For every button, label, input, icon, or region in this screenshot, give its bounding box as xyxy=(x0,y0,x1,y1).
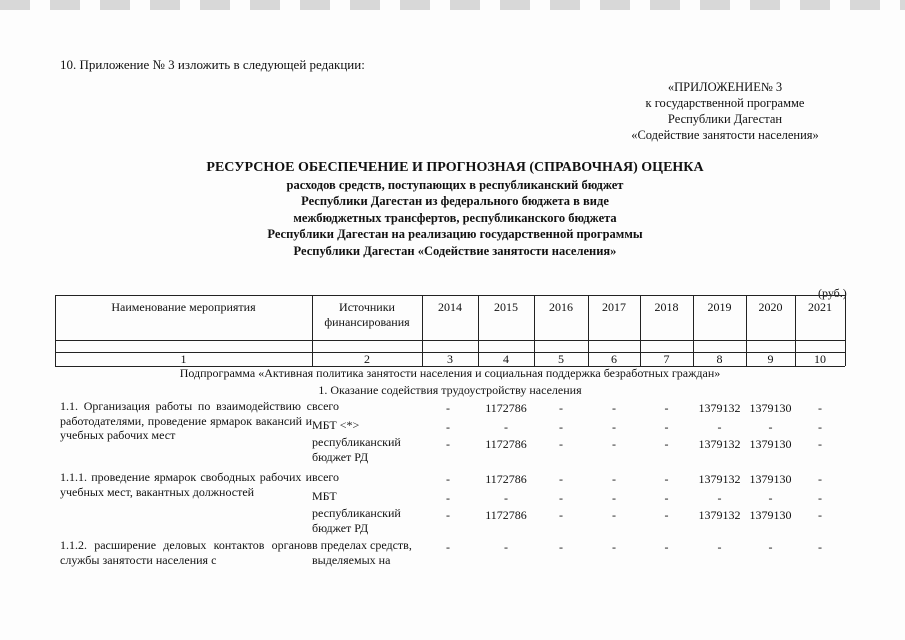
cell-value: - xyxy=(717,420,722,434)
cell-value: - xyxy=(664,401,669,415)
cell-value: - xyxy=(559,401,563,415)
title-line: межбюджетных трансфертов, республиканского бюджета xyxy=(293,210,617,225)
title-line: РЕСУРСНОЕ ОБЕСПЕЧЕНИЕ И ПРОГНОЗНАЯ (СПРАВОЧНАЯ) ОЦЕНКА xyxy=(206,160,704,175)
cell-value: 1379130 xyxy=(749,437,792,451)
cell-value: - xyxy=(559,540,563,554)
unit-label: (руб.) xyxy=(818,286,847,300)
column-number: 3 xyxy=(447,352,453,366)
funding-source: республиканский бюджет РД xyxy=(312,435,401,464)
cell-value: - xyxy=(818,491,822,505)
cell-value: - xyxy=(717,491,722,505)
column-number: 9 xyxy=(767,352,774,366)
table-rule xyxy=(845,295,846,366)
cell-value: - xyxy=(446,540,450,554)
section-title: 1. Оказание содействия трудоустройству населения xyxy=(318,383,582,397)
measure-name: 1.1.2. расширение деловых контактов органов службы занятости населения с xyxy=(60,538,312,567)
cell-value: - xyxy=(612,420,616,434)
cell-value: 1172786 xyxy=(485,472,527,486)
cell-value: - xyxy=(818,472,822,486)
column-header-year: 2019 xyxy=(707,300,732,314)
column-number: 1 xyxy=(180,352,187,366)
cell-value: - xyxy=(664,420,669,434)
cell-value: - xyxy=(664,437,669,451)
cell-value: - xyxy=(446,491,450,505)
funding-source: всего xyxy=(312,399,340,413)
cell-value: 1379130 xyxy=(749,472,792,486)
cell-value: - xyxy=(559,437,563,451)
subprogram-title: Подпрограмма «Активная политика занятости населения и социальная поддержка безработных граждан» xyxy=(179,366,721,380)
table-rule xyxy=(55,340,845,341)
cell-value: 1379130 xyxy=(749,401,792,415)
cell-value: - xyxy=(664,472,669,486)
column-header-year: 2018 xyxy=(654,300,679,314)
funding-source: МБТ xyxy=(312,489,337,503)
cell-value: - xyxy=(559,472,563,486)
title-line: Республики Дагестан «Содействие занятости населения» xyxy=(293,243,617,258)
column-header-year: 2020 xyxy=(758,300,783,314)
cell-value: - xyxy=(818,420,822,434)
cell-value: - xyxy=(559,491,563,505)
scan-edge xyxy=(0,0,905,10)
cell-value: - xyxy=(559,508,563,522)
cell-value: - xyxy=(768,491,773,505)
cell-value: - xyxy=(504,540,508,554)
cell-value: 1379132 xyxy=(698,401,741,415)
column-number: 2 xyxy=(364,352,370,366)
cell-value: - xyxy=(446,401,450,415)
column-header-year: 2015 xyxy=(494,300,518,314)
cell-value: - xyxy=(664,540,669,554)
column-header-year: 2017 xyxy=(602,300,626,314)
title-line: Республики Дагестан из федерального бюджета в виде xyxy=(301,194,609,208)
table-rule xyxy=(55,295,845,296)
cell-value: 1172786 xyxy=(485,437,527,451)
cell-value: - xyxy=(446,508,450,522)
funding-source: в пределах средств, выделяемых на xyxy=(312,538,412,567)
document-title xyxy=(150,160,760,259)
funding-source: всего xyxy=(312,470,340,484)
cell-value: 1379130 xyxy=(749,508,792,522)
cell-value: - xyxy=(818,437,822,451)
column-header xyxy=(312,300,422,330)
cell-value: - xyxy=(612,401,616,415)
measure-name: 1.1. Организация работы по взаимодействию с работодателями, проведение ярмарок вакансий и учебных рабочих мест xyxy=(60,399,312,442)
title-line: Республики Дагестан на реализацию государственной программы xyxy=(267,227,643,241)
cell-value: 1379132 xyxy=(698,437,741,451)
column-number: 7 xyxy=(663,352,670,366)
funding-source: республиканский бюджет РД xyxy=(312,506,401,535)
cell-value: - xyxy=(446,472,450,486)
cell-value: - xyxy=(504,491,508,505)
cell-value: - xyxy=(818,401,822,415)
column-number: 5 xyxy=(558,352,564,366)
column-number: 6 xyxy=(611,352,617,366)
cell-value: - xyxy=(446,420,450,434)
cell-value: - xyxy=(664,508,669,522)
cell-value: - xyxy=(664,491,669,505)
header-line: Источники xyxy=(339,300,395,314)
appendix-header xyxy=(560,79,890,143)
cell-value: 1379132 xyxy=(698,508,741,522)
column-header-year: 2016 xyxy=(549,300,573,314)
cell-value: 1172786 xyxy=(485,508,527,522)
measure-name: 1.1.1. проведение ярмарок свободных рабочих и учебных мест, вакантных должностей xyxy=(60,470,312,499)
column-number: 8 xyxy=(716,352,723,366)
column-number: 4 xyxy=(503,352,509,366)
cell-value: - xyxy=(612,472,616,486)
appendix-line: к государственной программе xyxy=(645,96,805,110)
cell-value: - xyxy=(612,540,616,554)
header-line: финансирования xyxy=(324,315,410,329)
appendix-line: «Содействие занятости населения» xyxy=(631,128,819,142)
cell-value: - xyxy=(504,420,508,434)
cell-value: - xyxy=(446,437,450,451)
cell-value: 1172786 xyxy=(485,401,527,415)
title-line: расходов средств, поступающих в республиканский бюджет xyxy=(286,177,624,192)
intro-text: 10. Приложение № 3 изложить в следующей редакции: xyxy=(60,57,365,72)
cell-value: - xyxy=(559,420,563,434)
cell-value: - xyxy=(768,420,773,434)
funding-source: МБТ <*> xyxy=(312,418,360,432)
appendix-line: «ПРИЛОЖЕНИЕ№ 3 xyxy=(667,80,783,94)
column-header-year: 2014 xyxy=(438,300,462,314)
appendix-line: Республики Дагестан xyxy=(667,112,783,126)
cell-value: - xyxy=(768,540,773,554)
column-number: 10 xyxy=(814,352,826,366)
cell-value: - xyxy=(612,508,616,522)
cell-value: - xyxy=(818,540,822,554)
cell-value: - xyxy=(717,540,722,554)
cell-value: 1379132 xyxy=(698,472,741,486)
cell-value: - xyxy=(818,508,822,522)
column-header: Наименование мероприятия xyxy=(111,300,256,314)
column-header-year: 2021 xyxy=(808,300,832,314)
cell-value: - xyxy=(612,491,616,505)
cell-value: - xyxy=(612,437,616,451)
